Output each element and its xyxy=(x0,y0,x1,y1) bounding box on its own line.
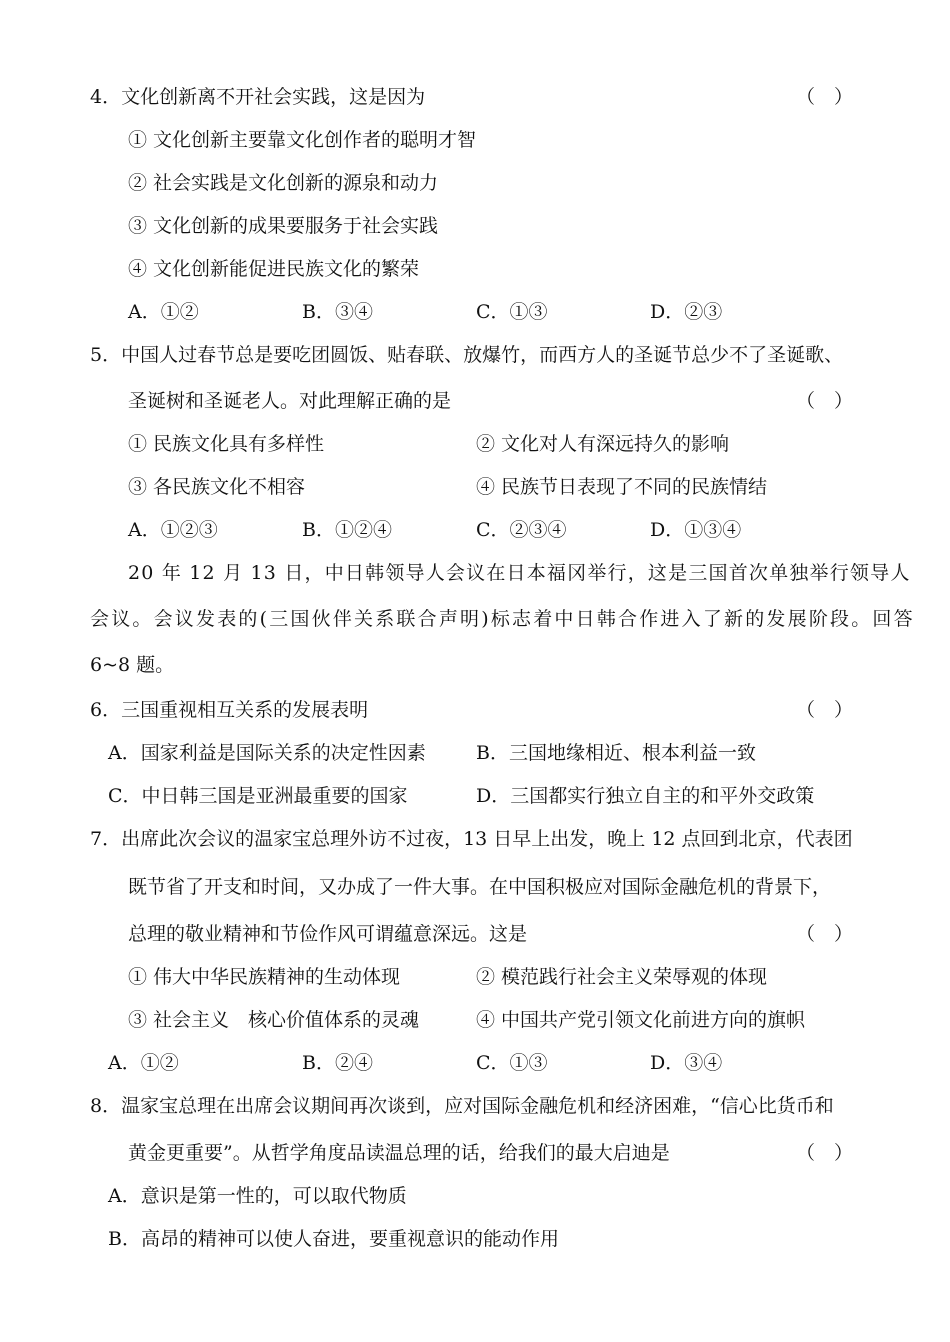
q7-option-d: D．③④ xyxy=(650,1052,723,1074)
q7-item-3: ③ 社会主义 核心价值体系的灵魂 xyxy=(128,1009,420,1031)
q5-item-1: ① 民族文化具有多样性 xyxy=(128,433,325,455)
q4-option-d: D．②③ xyxy=(650,301,723,323)
q5-item-3: ③ 各民族文化不相容 xyxy=(128,476,306,498)
q7-item-1: ① 伟大中华民族精神的生动体现 xyxy=(128,966,401,988)
q7-item-2: ② 模范践行社会主义荣辱观的体现 xyxy=(476,966,768,988)
q6-stem: 6．三国重视相互关系的发展表明 xyxy=(90,699,369,721)
q5-item-2: ② 文化对人有深远持久的影响 xyxy=(476,433,730,455)
q4-item-1: ① 文化创新主要靠文化创作者的聪明才智 xyxy=(128,129,477,151)
q5-answer-bracket: （ ） xyxy=(796,390,854,412)
q5-stem-line-1: 5．中国人过春节总是要吃团圆饭、贴春联、放爆竹，而西方人的圣诞节总少不了圣诞歌、 xyxy=(90,344,844,366)
q8-stem-line-2: 黄金更重要”。从哲学角度品读温总理的话，给我们的最大启迪是 xyxy=(128,1142,670,1164)
q5-option-b: B．①②④ xyxy=(302,519,392,541)
q6-option-b: B．三国地缘相近、根本利益一致 xyxy=(476,742,756,764)
q4-item-3: ③ 文化创新的成果要服务于社会实践 xyxy=(128,215,439,237)
q8-stem-line-1: 8．温家宝总理在出席会议期间再次谈到，应对国际金融危机和经济困难，“信心比货币和 xyxy=(90,1095,834,1117)
passage-line-3: 6~8 题。 xyxy=(90,654,175,676)
q4-item-2: ② 社会实践是文化创新的源泉和动力 xyxy=(128,172,439,194)
q6-option-c: C．中日韩三国是亚洲最重要的国家 xyxy=(108,785,408,807)
q6-answer-bracket: （ ） xyxy=(796,699,854,721)
q5-item-4: ④ 民族节日表现了不同的民族情结 xyxy=(476,476,768,498)
q5-option-d: D．①③④ xyxy=(650,519,742,541)
q5-option-a: A．①②③ xyxy=(128,519,218,541)
q8-option-a: A．意识是第一性的，可以取代物质 xyxy=(108,1185,407,1207)
q7-stem-line-1: 7．出席此次会议的温家宝总理外访不过夜，13 日早上出发，晚上 12 点回到北京，代表团 xyxy=(90,828,853,850)
q7-item-4: ④ 中国共产党引领文化前进方向的旗帜 xyxy=(476,1009,806,1031)
q4-option-a: A．①② xyxy=(128,301,199,323)
q4-option-c: C．①③ xyxy=(476,301,548,323)
q7-answer-bracket: （ ） xyxy=(796,923,854,945)
passage-line-1: 20 年 12 月 13 日，中日韩领导人会议在日本福冈举行，这是三国首次单独举行领导人 xyxy=(128,562,911,584)
q4-stem: 4．文化创新离不开社会实践，这是因为 xyxy=(90,86,426,108)
q6-option-a: A．国家利益是国际关系的决定性因素 xyxy=(108,742,426,764)
q4-item-4: ④ 文化创新能促进民族文化的繁荣 xyxy=(128,258,420,280)
q7-option-c: C．①③ xyxy=(476,1052,548,1074)
q6-option-d: D．三国都实行独立自主的和平外交政策 xyxy=(476,785,815,807)
q4-answer-bracket: （ ） xyxy=(796,86,854,108)
q7-option-a: A．①② xyxy=(108,1052,179,1074)
q7-stem-line-3: 总理的敬业精神和节俭作风可谓蕴意深远。这是 xyxy=(128,923,528,945)
q7-option-b: B．②④ xyxy=(302,1052,373,1074)
q5-option-c: C．②③④ xyxy=(476,519,567,541)
q4-option-b: B．③④ xyxy=(302,301,373,323)
passage-line-2: 会议。会议发表的(三国伙伴关系联合声明)标志着中日韩合作进入了新的发展阶段。回答 xyxy=(90,608,915,630)
q7-stem-line-2: 既节省了开支和时间，又办成了一件大事。在中国积极应对国际金融危机的背景下， xyxy=(128,876,832,898)
q8-option-b: B．高昂的精神可以使人奋进，要重视意识的能动作用 xyxy=(108,1228,559,1250)
q5-stem-line-2: 圣诞树和圣诞老人。对此理解正确的是 xyxy=(128,390,452,412)
q8-answer-bracket: （ ） xyxy=(796,1142,854,1164)
